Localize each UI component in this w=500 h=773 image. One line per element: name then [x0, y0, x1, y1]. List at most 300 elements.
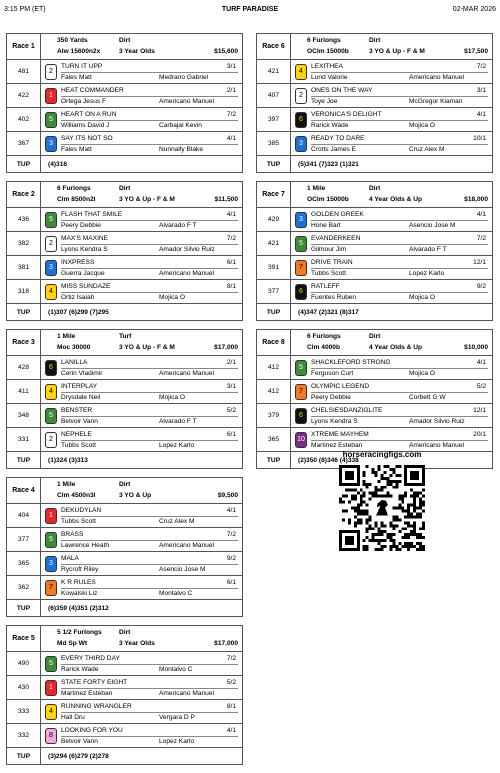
- post-position: [41, 724, 61, 747]
- entry-details: [61, 552, 242, 575]
- entry-row: [7, 232, 242, 256]
- morning-line-odds: 7/2: [226, 235, 236, 242]
- jockey-name: Ortega Jesus F: [61, 98, 107, 105]
- entry-rating: 385: [257, 132, 291, 155]
- race-date: 02-MAR 2026: [452, 6, 496, 13]
- post-position: [41, 232, 61, 255]
- race-card: [6, 477, 243, 617]
- entry-details: [61, 280, 242, 303]
- trainer-name: Lopez Karlo: [159, 738, 195, 745]
- post-position-badge: 1: [45, 680, 57, 696]
- jockey-name: Tubbs Scott: [311, 270, 346, 277]
- entry-row: [7, 504, 242, 528]
- entry-rating: 428: [7, 356, 41, 379]
- race-surface: Dirt: [119, 37, 131, 44]
- entry-rating: 348: [7, 404, 41, 427]
- site-url[interactable]: horseracingfigs.com: [342, 450, 422, 459]
- entry-details: [61, 208, 242, 231]
- entry-row: [7, 404, 242, 428]
- post-position: [291, 380, 311, 403]
- entry-row: [7, 208, 242, 232]
- entry-details: [61, 676, 242, 699]
- post-position-badge: 5: [45, 656, 57, 672]
- race-class: Alw 15600n2x: [57, 48, 101, 55]
- tup-row: [7, 748, 242, 764]
- jockey-name: Hall Dru: [61, 714, 85, 721]
- entry-rating: 412: [257, 380, 291, 403]
- tup-row: [257, 304, 492, 320]
- race-info-line2: [307, 342, 488, 354]
- entry-row: [257, 356, 492, 380]
- horse-name: DEKUDYLAN: [61, 507, 102, 514]
- post-position-badge: 2: [45, 64, 57, 80]
- entry-details: [61, 256, 242, 279]
- morning-line-odds: 5/2: [226, 679, 236, 686]
- post-position-badge: 3: [45, 260, 57, 276]
- entry-row: [257, 428, 492, 452]
- entry-details: [311, 84, 492, 107]
- post-position: [41, 528, 61, 551]
- entry-row: [7, 108, 242, 132]
- entry-details: [61, 404, 242, 427]
- race-header: [7, 478, 242, 504]
- morning-line-odds: 8/1: [226, 703, 236, 710]
- post-position: [291, 84, 311, 107]
- entry-rating: 421: [257, 232, 291, 255]
- horse-name: NEPHELE: [61, 431, 92, 438]
- entry-row: [7, 132, 242, 156]
- entry-details: [311, 280, 492, 303]
- tup-values: (2)350 (8)346 (4)338: [298, 456, 359, 464]
- page-header: [4, 6, 496, 18]
- entry-row: [257, 108, 492, 132]
- jockey-name: Tubbs Scott: [61, 518, 96, 525]
- tup-values: (3)294 (6)279 (2)278: [48, 752, 109, 760]
- jockey-name: Belvoir Vann: [61, 418, 98, 425]
- morning-line-odds: 4/1: [476, 211, 486, 218]
- entry-details: [311, 132, 492, 155]
- entry-row: [257, 60, 492, 84]
- morning-line-odds: 4/1: [226, 507, 236, 514]
- post-position: [41, 108, 61, 131]
- tup-label: TUP: [257, 452, 291, 468]
- race-label: Race 8: [257, 330, 291, 355]
- post-position-badge: 2: [45, 432, 57, 448]
- trainer-name: Alvarado F T: [159, 222, 197, 229]
- entry-row: [7, 652, 242, 676]
- promo-block: [322, 450, 442, 551]
- entry-details: [61, 528, 242, 551]
- entry-row: [257, 256, 492, 280]
- morning-line-odds: 20/1: [473, 431, 486, 438]
- post-position-badge: 5: [45, 532, 57, 548]
- trainer-name: Cruz Alex M: [409, 146, 445, 153]
- post-position: [291, 356, 311, 379]
- race-distance: 350 Yards: [57, 37, 88, 44]
- jockey-name: Cerin Vladimir: [61, 370, 103, 377]
- entry-rating: 411: [7, 380, 41, 403]
- trainer-name: Asencio Jose M: [159, 566, 206, 573]
- race-distance: 5 1/2 Furlongs: [57, 629, 102, 636]
- post-position-badge: 2: [295, 88, 307, 104]
- morning-line-odds: 3/1: [226, 63, 236, 70]
- race-info: [41, 626, 242, 651]
- entry-rating: 402: [7, 108, 41, 131]
- jockey-name: Toye Joe: [311, 98, 338, 105]
- jockey-name: Rarick Wade: [61, 666, 99, 673]
- race-label: Race 6: [257, 34, 291, 59]
- race-header: [7, 34, 242, 60]
- tup-values: (1)307 (6)299 (7)295: [48, 308, 109, 316]
- trainer-name: Asencio Jose M: [409, 222, 456, 229]
- jockey-name: Lawrence Heath: [61, 542, 110, 549]
- entry-details: [61, 132, 242, 155]
- right-column: [256, 33, 493, 477]
- entry-rating: 429: [257, 208, 291, 231]
- race-card: [256, 33, 493, 173]
- race-distance: 1 Mile: [57, 481, 76, 488]
- entry-row: [7, 60, 242, 84]
- entry-details: [61, 652, 242, 675]
- race-distance: 6 Furlongs: [57, 185, 91, 192]
- race-conditions: 4 Year Olds & Up: [369, 196, 423, 203]
- race-info: [291, 34, 492, 59]
- post-position-badge: 3: [295, 212, 307, 228]
- race-purse: $17,500: [464, 48, 488, 55]
- horse-name: XTREME MAYHEM: [311, 431, 369, 438]
- entry-rating: 421: [257, 60, 291, 83]
- race-label: Race 4: [7, 478, 41, 503]
- jockey-name: Peery Debbie: [61, 222, 101, 229]
- jockey-name: Martinez Esteban: [311, 442, 363, 449]
- horse-name: STATE FORTY EIGHT: [61, 679, 128, 686]
- trainer-name: Amador Silvio Ruiz: [409, 418, 465, 425]
- tup-label: TUP: [7, 304, 41, 320]
- morning-line-odds: 7/2: [476, 235, 486, 242]
- trainer-name: Americano Manuel: [159, 370, 214, 377]
- post-position-badge: 6: [45, 360, 57, 376]
- jockey-name: Fuentes Ruben: [311, 294, 357, 301]
- tup-values: (1)324 (3)313: [48, 456, 88, 464]
- race-purse: $17,000: [214, 344, 238, 351]
- trainer-name: McGregor Kiaman: [409, 98, 463, 105]
- horse-name: GOLDEN GREEK: [311, 211, 364, 218]
- trainer-name: Mojica O: [159, 394, 186, 401]
- race-purse: $18,000: [464, 196, 488, 203]
- race-distance: 1 Mile: [307, 185, 326, 192]
- trainer-name: Cruz Alex M: [159, 518, 195, 525]
- post-position-badge: 3: [295, 136, 307, 152]
- post-position: [41, 356, 61, 379]
- entry-rating: 318: [7, 280, 41, 303]
- entry-details: [61, 108, 242, 131]
- post-position-badge: 4: [45, 704, 57, 720]
- morning-line-odds: 4/1: [476, 359, 486, 366]
- jockey-name: Fales Matt: [61, 74, 92, 81]
- jockey-name: Ortiz Isaiah: [61, 294, 95, 301]
- morning-line-odds: 5/2: [476, 383, 486, 390]
- report-time: 3:15 PM (ET): [4, 6, 46, 13]
- post-position-badge: 3: [45, 136, 57, 152]
- entry-rating: 377: [7, 528, 41, 551]
- race-card: [6, 329, 243, 469]
- entry-details: [61, 428, 242, 451]
- entry-row: [7, 428, 242, 452]
- post-position-badge: 3: [45, 556, 57, 572]
- entry-row: [257, 132, 492, 156]
- post-position-badge: 5: [45, 408, 57, 424]
- post-position: [41, 552, 61, 575]
- race-header: [7, 626, 242, 652]
- race-card: [256, 329, 493, 469]
- jockey-name: Martinez Esteban: [61, 690, 113, 697]
- entry-rating: 377: [257, 280, 291, 303]
- horse-name: READY TO DARE: [311, 135, 365, 142]
- entry-row: [7, 380, 242, 404]
- trainer-name: Americano Manuel: [159, 542, 214, 549]
- horse-name: HEART ON A RUN: [61, 111, 117, 118]
- horse-name: K R RULES: [61, 579, 96, 586]
- tup-values: (4)316: [48, 160, 68, 168]
- entry-row: [7, 256, 242, 280]
- trainer-name: Mojica O: [409, 370, 436, 377]
- post-position-badge: 7: [45, 580, 57, 596]
- race-purse: $10,000: [464, 344, 488, 351]
- jockey-name: Ferguson Curt: [311, 370, 354, 377]
- race-purse: $9,500: [217, 492, 238, 499]
- race-surface: Dirt: [369, 333, 381, 340]
- horse-name: MISS SUNDAZE: [61, 283, 111, 290]
- trainer-name: Americano Manuel: [409, 74, 464, 81]
- entry-details: [61, 504, 242, 527]
- morning-line-odds: 7/2: [226, 531, 236, 538]
- horse-name: RUNNING WRANGLER: [61, 703, 132, 710]
- post-position-badge: 10: [295, 432, 307, 448]
- entry-row: [7, 356, 242, 380]
- post-position: [41, 84, 61, 107]
- race-distance: 6 Furlongs: [307, 37, 341, 44]
- morning-line-odds: 8/1: [226, 283, 236, 290]
- morning-line-odds: 4/1: [226, 135, 236, 142]
- race-distance: 6 Furlongs: [307, 333, 341, 340]
- entry-rating: 397: [257, 108, 291, 131]
- post-position-badge: 2: [45, 236, 57, 252]
- post-position-badge: 5: [295, 236, 307, 252]
- entry-row: [257, 380, 492, 404]
- trainer-name: Lopez Karlo: [409, 270, 445, 277]
- horse-name: LANILLA: [61, 359, 88, 366]
- horse-name: INXPRESS: [61, 259, 95, 266]
- race-info-line2: [57, 638, 238, 650]
- horse-name: HEAT COMMANDER: [61, 87, 124, 94]
- race-surface: Turf: [119, 333, 132, 340]
- race-info-line2: [307, 46, 488, 58]
- race-info: [41, 34, 242, 59]
- entry-details: [311, 256, 492, 279]
- morning-line-odds: 6/1: [226, 259, 236, 266]
- race-info: [41, 182, 242, 207]
- post-position-badge: 1: [45, 508, 57, 524]
- left-column: [6, 33, 243, 773]
- entry-rating: 379: [257, 404, 291, 427]
- race-card: [256, 181, 493, 321]
- tup-values: (6)359 (4)351 (2)312: [48, 604, 109, 612]
- race-header: [257, 330, 492, 356]
- post-position: [41, 256, 61, 279]
- horse-name: BENSTER: [61, 407, 93, 414]
- entry-row: [7, 676, 242, 700]
- race-conditions: 4 Year Olds & Up: [369, 344, 423, 351]
- horse-name: MAX'S MAXINE: [61, 235, 109, 242]
- race-info-line2: [57, 46, 238, 58]
- race-class: OClm 15000b: [307, 48, 349, 55]
- jockey-name: Guerra Jacque: [61, 270, 105, 277]
- jockey-name: Lyons Kendra S: [311, 418, 358, 425]
- post-position: [41, 676, 61, 699]
- jockey-name: Lyons Kendra S: [61, 246, 108, 253]
- horse-name: OLYMPIC LEGEND: [311, 383, 370, 390]
- post-position-badge: 7: [295, 260, 307, 276]
- race-surface: Dirt: [119, 481, 131, 488]
- trainer-name: Alvarado F T: [159, 418, 197, 425]
- trainer-name: Mojica O: [409, 294, 436, 301]
- race-conditions: 3 YO & Up - F & M: [369, 48, 425, 55]
- race-conditions: 3 YO & Up - F & M: [119, 196, 175, 203]
- trainer-name: Mojica O: [159, 294, 186, 301]
- morning-line-odds: 4/1: [226, 727, 236, 734]
- race-surface: Dirt: [119, 185, 131, 192]
- race-label: Race 2: [7, 182, 41, 207]
- race-label: Race 5: [7, 626, 41, 651]
- horse-name: LOOKING FOR YOU: [61, 727, 123, 734]
- tup-row: [7, 156, 242, 172]
- horse-name: EVANDERKEEN: [311, 235, 361, 242]
- morning-line-odds: 10/1: [473, 135, 486, 142]
- entry-details: [311, 208, 492, 231]
- tup-row: [7, 600, 242, 616]
- race-class: OClm 15000b: [307, 196, 349, 203]
- race-class: Clm 4000b: [307, 344, 340, 351]
- race-info-line2: [57, 490, 238, 502]
- jockey-name: Peery Debbie: [311, 394, 351, 401]
- entry-details: [311, 232, 492, 255]
- entry-row: [257, 280, 492, 304]
- entry-rating: 436: [7, 208, 41, 231]
- entry-rating: 412: [257, 356, 291, 379]
- race-distance: 1 Mile: [57, 333, 76, 340]
- morning-line-odds: 4/1: [476, 111, 486, 118]
- entry-rating: 365: [7, 552, 41, 575]
- trainer-name: Amador Silvio Ruiz: [159, 246, 215, 253]
- race-info: [41, 330, 242, 355]
- morning-line-odds: 3/1: [226, 383, 236, 390]
- entry-details: [311, 108, 492, 131]
- race-info-line2: [57, 342, 238, 354]
- race-info: [291, 330, 492, 355]
- trainer-name: Carbajal Kevin: [159, 122, 202, 129]
- tup-row: [7, 304, 242, 320]
- entry-details: [311, 428, 492, 451]
- entry-rating: 404: [7, 504, 41, 527]
- morning-line-odds: 4/1: [226, 211, 236, 218]
- trainer-name: Corbett G W: [409, 394, 446, 401]
- post-position: [41, 132, 61, 155]
- entry-details: [311, 380, 492, 403]
- entry-row: [257, 232, 492, 256]
- entry-rating: 481: [7, 60, 41, 83]
- entry-row: [7, 552, 242, 576]
- race-header: [7, 330, 242, 356]
- qr-code-icon[interactable]: [339, 465, 425, 551]
- entry-details: [61, 380, 242, 403]
- morning-line-odds: 7/2: [226, 111, 236, 118]
- horse-name: SHACKLEFORD STRONG: [311, 359, 391, 366]
- trainer-name: Americano Manuel: [159, 98, 214, 105]
- morning-line-odds: 6/1: [226, 431, 236, 438]
- entry-row: [7, 724, 242, 748]
- post-position-badge: 6: [295, 284, 307, 300]
- race-class: Clm 4500n3l: [57, 492, 96, 499]
- horse-name: FLASH THAT SMILE: [61, 211, 123, 218]
- race-info: [291, 182, 492, 207]
- entry-details: [311, 404, 492, 427]
- entry-rating: 365: [257, 428, 291, 451]
- entry-rating: 367: [7, 132, 41, 155]
- trainer-name: Vergara D P: [159, 714, 195, 721]
- race-conditions: 3 Year Olds: [119, 640, 155, 647]
- morning-line-odds: 12/1: [473, 259, 486, 266]
- post-position-badge: 4: [295, 64, 307, 80]
- post-position: [41, 208, 61, 231]
- post-position: [41, 576, 61, 599]
- post-position: [41, 428, 61, 451]
- race-conditions: 3 Year Olds: [119, 48, 155, 55]
- race-header: [257, 182, 492, 208]
- post-position: [291, 60, 311, 83]
- jockey-name: Crotts James E: [311, 146, 357, 153]
- trainer-name: Mojica O: [409, 122, 436, 129]
- entry-details: [61, 576, 242, 599]
- post-position-badge: 4: [45, 384, 57, 400]
- trainer-name: Americano Manuel: [409, 442, 464, 449]
- race-conditions: 3 YO & Up: [119, 492, 152, 499]
- entry-rating: 362: [7, 576, 41, 599]
- horse-name: EVERY THIRD DAY: [61, 655, 120, 662]
- trainer-name: Lopez Karlo: [159, 442, 195, 449]
- entry-rating: 332: [7, 724, 41, 747]
- entry-rating: 490: [7, 652, 41, 675]
- morning-line-odds: 2/1: [226, 87, 236, 94]
- trainer-name: Nunnally Blake: [159, 146, 203, 153]
- race-card: [6, 625, 243, 765]
- post-position-badge: 5: [295, 360, 307, 376]
- entry-row: [7, 84, 242, 108]
- track-name: TURF PARADISE: [221, 6, 279, 13]
- post-position: [41, 504, 61, 527]
- entry-rating: 407: [257, 84, 291, 107]
- jockey-name: Rycroft Riley: [61, 566, 99, 573]
- horse-name: ONES ON THE WAY: [311, 87, 373, 94]
- trainer-name: Montalvo C: [159, 590, 193, 597]
- entry-details: [61, 724, 242, 747]
- entry-row: [7, 528, 242, 552]
- entry-details: [61, 232, 242, 255]
- entry-rating: 422: [7, 84, 41, 107]
- trainer-name: Americano Manuel: [159, 270, 214, 277]
- race-header: [7, 182, 242, 208]
- jockey-name: Belvoir Vann: [61, 738, 98, 745]
- race-surface: Dirt: [369, 185, 381, 192]
